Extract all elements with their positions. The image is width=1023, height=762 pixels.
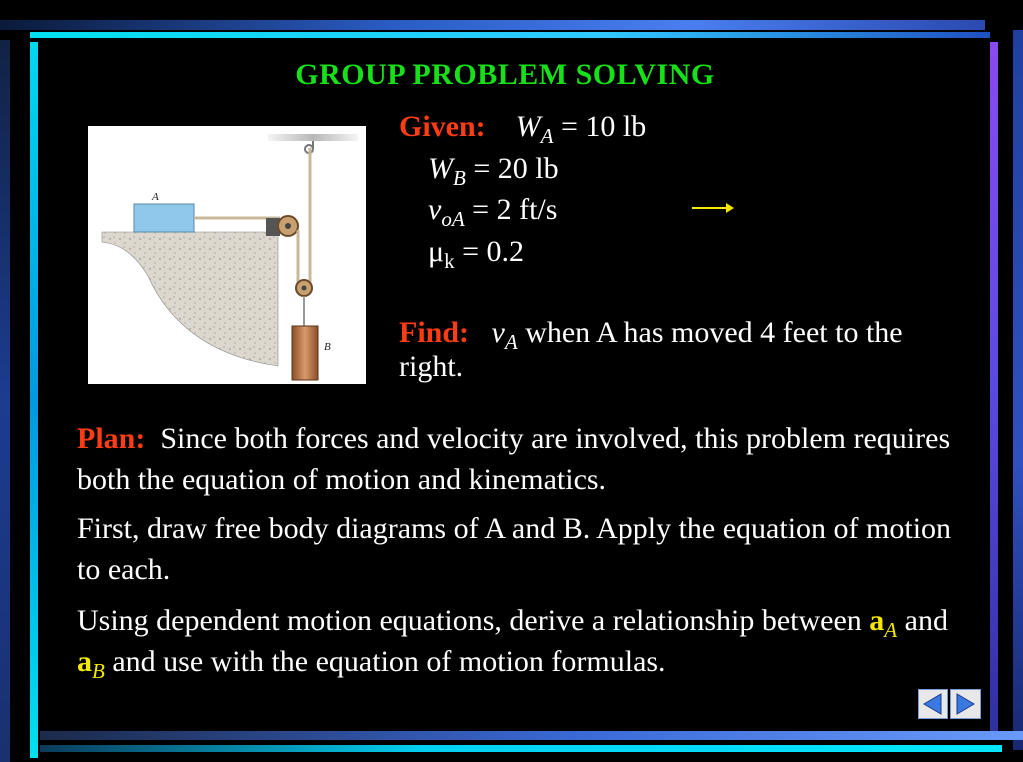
voa-subscript: oA	[441, 207, 465, 231]
aa-symbol: a	[869, 604, 885, 637]
frame-top-accent	[30, 32, 990, 38]
triangle-left-icon	[919, 690, 947, 718]
mu-value: = 0.2	[462, 235, 525, 268]
wa-subscript: A	[540, 124, 554, 148]
voa-value: = 2 ft/s	[472, 193, 558, 226]
wa-symbol: W	[515, 110, 541, 143]
frame-right-bar	[1013, 30, 1023, 750]
given-label: Given:	[399, 110, 486, 143]
ab-subscript: B	[92, 659, 105, 683]
using-step-paragraph	[77, 600, 977, 682]
next-slide-button[interactable]	[950, 689, 981, 719]
given-wa-line	[399, 110, 647, 148]
block-b	[292, 326, 318, 380]
arrow-right-icon	[692, 200, 734, 216]
using-text-1: Using dependent motion equations, derive a relationship between	[77, 604, 870, 637]
mu-symbol: μ	[428, 235, 445, 268]
wb-symbol: W	[428, 152, 453, 185]
using-text-2: and	[897, 604, 948, 637]
wb-value: = 20 lb	[473, 152, 559, 185]
triangle-right-icon	[951, 690, 980, 718]
plan-label: Plan:	[77, 422, 146, 455]
given-voa-line	[428, 193, 558, 231]
block-a-label: A	[152, 191, 159, 203]
plan-text: Since both forces and velocity are involved, this problem requires both the equation of motion and kinematics.	[77, 422, 951, 496]
frame-right-accent	[990, 42, 998, 732]
given-wb-line	[428, 152, 559, 190]
ab-symbol: a	[77, 645, 92, 678]
first-step-paragraph: First, draw free body diagrams of A and B. Apply the equation of motion to each.	[77, 512, 952, 586]
frame-top-bar	[0, 20, 985, 30]
using-text-3: and use with the equation of motion formulas.	[104, 645, 666, 678]
ledge	[102, 232, 278, 366]
previous-slide-button[interactable]	[918, 689, 948, 719]
frame-left-bar	[0, 40, 10, 762]
wb-subscript: B	[453, 166, 466, 190]
va-symbol: v	[491, 316, 505, 349]
frame-bottom-bar	[40, 731, 1023, 740]
va-subscript: A	[504, 330, 518, 354]
aa-subscript: A	[884, 618, 898, 642]
wa-value: = 10 lb	[561, 110, 647, 143]
ceiling-plate	[268, 134, 358, 141]
frame-bottom-accent	[40, 745, 1002, 752]
find-text: when A has moved 4 feet to the right.	[399, 316, 903, 383]
plan-paragraph	[77, 418, 977, 500]
voa-symbol: v	[428, 193, 442, 226]
find-block	[399, 316, 959, 384]
given-mu-line	[428, 235, 525, 273]
block-b-label: B	[324, 341, 331, 353]
pulley-system-figure	[88, 126, 366, 384]
mu-subscript: k	[444, 249, 455, 273]
block-a	[134, 204, 194, 232]
frame-left-accent	[30, 42, 38, 758]
find-label: Find:	[399, 316, 470, 349]
slide-title: GROUP PROBLEM SOLVING	[295, 58, 715, 91]
